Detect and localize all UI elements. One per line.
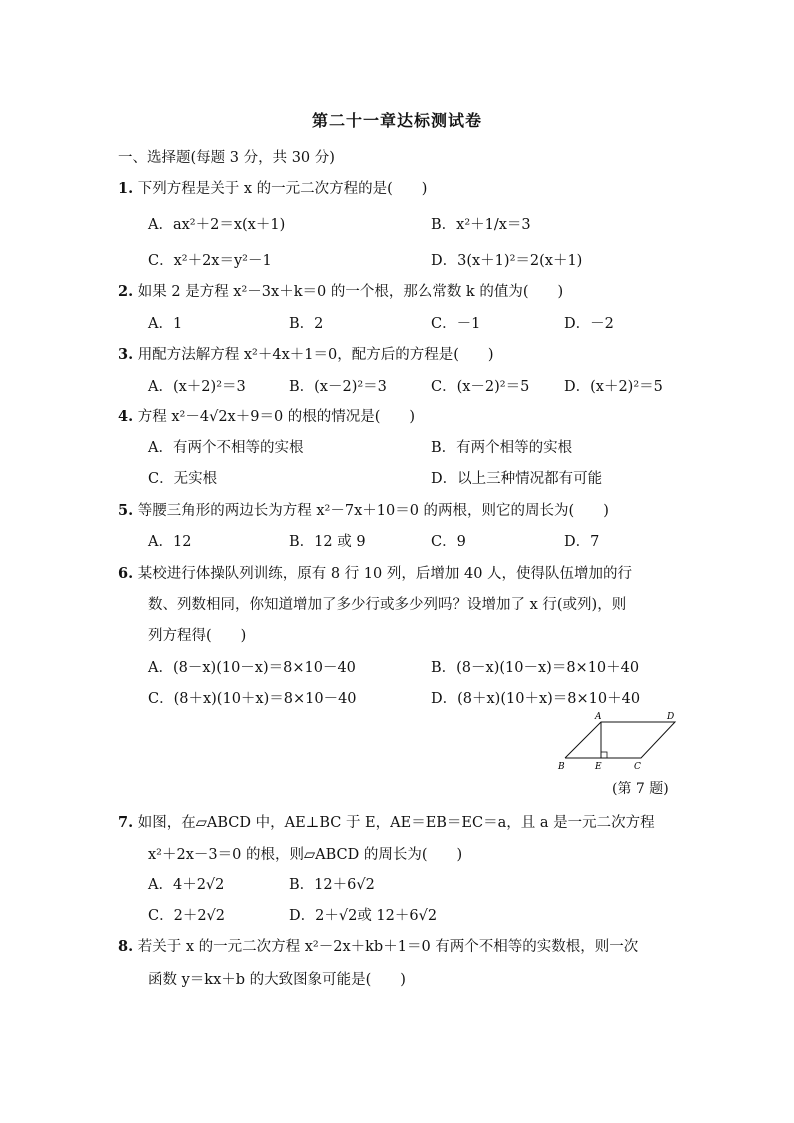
option-d: D．2＋√2或 12＋6√2	[289, 908, 438, 924]
option-b: B．x²＋1/x＝3	[431, 217, 531, 233]
option-c: C．(8＋x)(10＋x)＝8×10－40	[148, 691, 357, 707]
question-stem-line: 如图，在▱ABCD 中，AE⊥BC 于 E，AE＝EB＝EC＝a，且 a 是一元二次方程	[137, 815, 655, 831]
option-a: A．ax²＋2＝x(x＋1)	[148, 217, 286, 233]
vertex-label-d: D	[667, 712, 675, 722]
option-b: B．2	[289, 316, 324, 332]
option-a: A．有两个不相等的实根	[148, 440, 304, 456]
question-stem-line: 某校进行体操队列训练，原有 8 行 10 列，后增加 40 人，使得队伍增加的行	[137, 566, 633, 582]
question-number: 7.	[118, 814, 134, 831]
option-c: C．9	[431, 534, 466, 550]
question-stem: 方程 x²－4√2x＋9＝0 的根的情况是( )	[137, 409, 416, 425]
option-b: B．(8－x)(10－x)＝8×10＋40	[431, 660, 640, 676]
question-4	[118, 405, 415, 426]
question-5	[118, 499, 609, 520]
question-number: 4.	[118, 408, 134, 425]
parallelogram-figure	[555, 708, 685, 773]
question-stem-line: 数、列数相同，你知道增加了多少行或多少列吗？设增加了 x 行(或列)，则	[148, 597, 627, 613]
question-stem-line: 列方程得( )	[148, 628, 247, 644]
question-stem-line: x²＋2x－3＝0 的根，则▱ABCD 的周长为( )	[148, 847, 463, 863]
parallelogram-outline	[565, 722, 675, 758]
question-1	[118, 177, 427, 198]
question-8	[118, 935, 638, 956]
question-stem: 等腰三角形的两边长为方程 x²－7x＋10＝0 的两根，则它的周长为( )	[137, 503, 609, 519]
option-a: A．12	[148, 534, 192, 550]
option-a: A．4＋2√2	[148, 877, 225, 893]
page-title: 第二十一章达标测试卷	[311, 111, 482, 130]
question-2	[118, 280, 563, 301]
question-stem: 用配方法解方程 x²＋4x＋1＝0，配方后的方程是( )	[137, 347, 494, 363]
option-c: C．2＋2√2	[148, 908, 226, 924]
vertex-label-b: B	[558, 762, 565, 772]
question-number: 8.	[118, 938, 134, 955]
question-3	[118, 343, 494, 364]
option-d: D．3(x＋1)²＝2(x＋1)	[431, 253, 583, 269]
option-b: B．12 或 9	[289, 534, 366, 550]
option-d: D．7	[564, 534, 600, 550]
question-stem-line: 函数 y＝kx＋b 的大致图象可能是( )	[148, 972, 406, 988]
question-number: 2.	[118, 283, 134, 300]
option-d: D．(8＋x)(10＋x)＝8×10＋40	[431, 691, 641, 707]
question-stem: 下列方程是关于 x 的一元二次方程的是( )	[137, 181, 428, 197]
vertex-label-a: A	[595, 712, 602, 722]
option-a: A．1	[148, 316, 183, 332]
right-angle-mark	[601, 752, 607, 758]
vertex-label-c: C	[634, 762, 641, 772]
question-stem: 如果 2 是方程 x²－3x＋k＝0 的一个根，那么常数 k 的值为( )	[137, 284, 564, 300]
question-6	[118, 562, 632, 583]
question-number: 5.	[118, 502, 134, 519]
option-c: C．无实根	[148, 471, 218, 487]
option-b: B．(x－2)²＝3	[289, 379, 387, 395]
question-7	[118, 811, 655, 832]
option-c: C．(x－2)²＝5	[431, 379, 530, 395]
question-number: 3.	[118, 346, 134, 363]
option-a: A．(x＋2)²＝3	[148, 379, 246, 395]
option-d: D．(x＋2)²＝5	[564, 379, 663, 395]
option-b: B．12＋6√2	[289, 877, 375, 893]
option-c: C．x²＋2x＝y²－1	[148, 253, 272, 269]
question-stem-line: 若关于 x 的一元二次方程 x²－2x＋kb＋1＝0 有两个不相等的实数根，则一次	[137, 939, 639, 955]
option-a: A．(8－x)(10－x)＝8×10－40	[148, 660, 356, 676]
option-b: B．有两个相等的实根	[431, 440, 573, 456]
option-d: D．－2	[564, 316, 614, 332]
question-number: 1.	[118, 180, 134, 197]
figure-caption: (第 7 题)	[612, 781, 669, 797]
question-number: 6.	[118, 565, 134, 582]
vertex-label-e: E	[595, 762, 602, 772]
option-c: C．－1	[431, 316, 481, 332]
section-heading: 一、选择题(每题 3 分，共 30 分)	[118, 150, 335, 166]
option-d: D．以上三种情况都有可能	[431, 471, 603, 487]
